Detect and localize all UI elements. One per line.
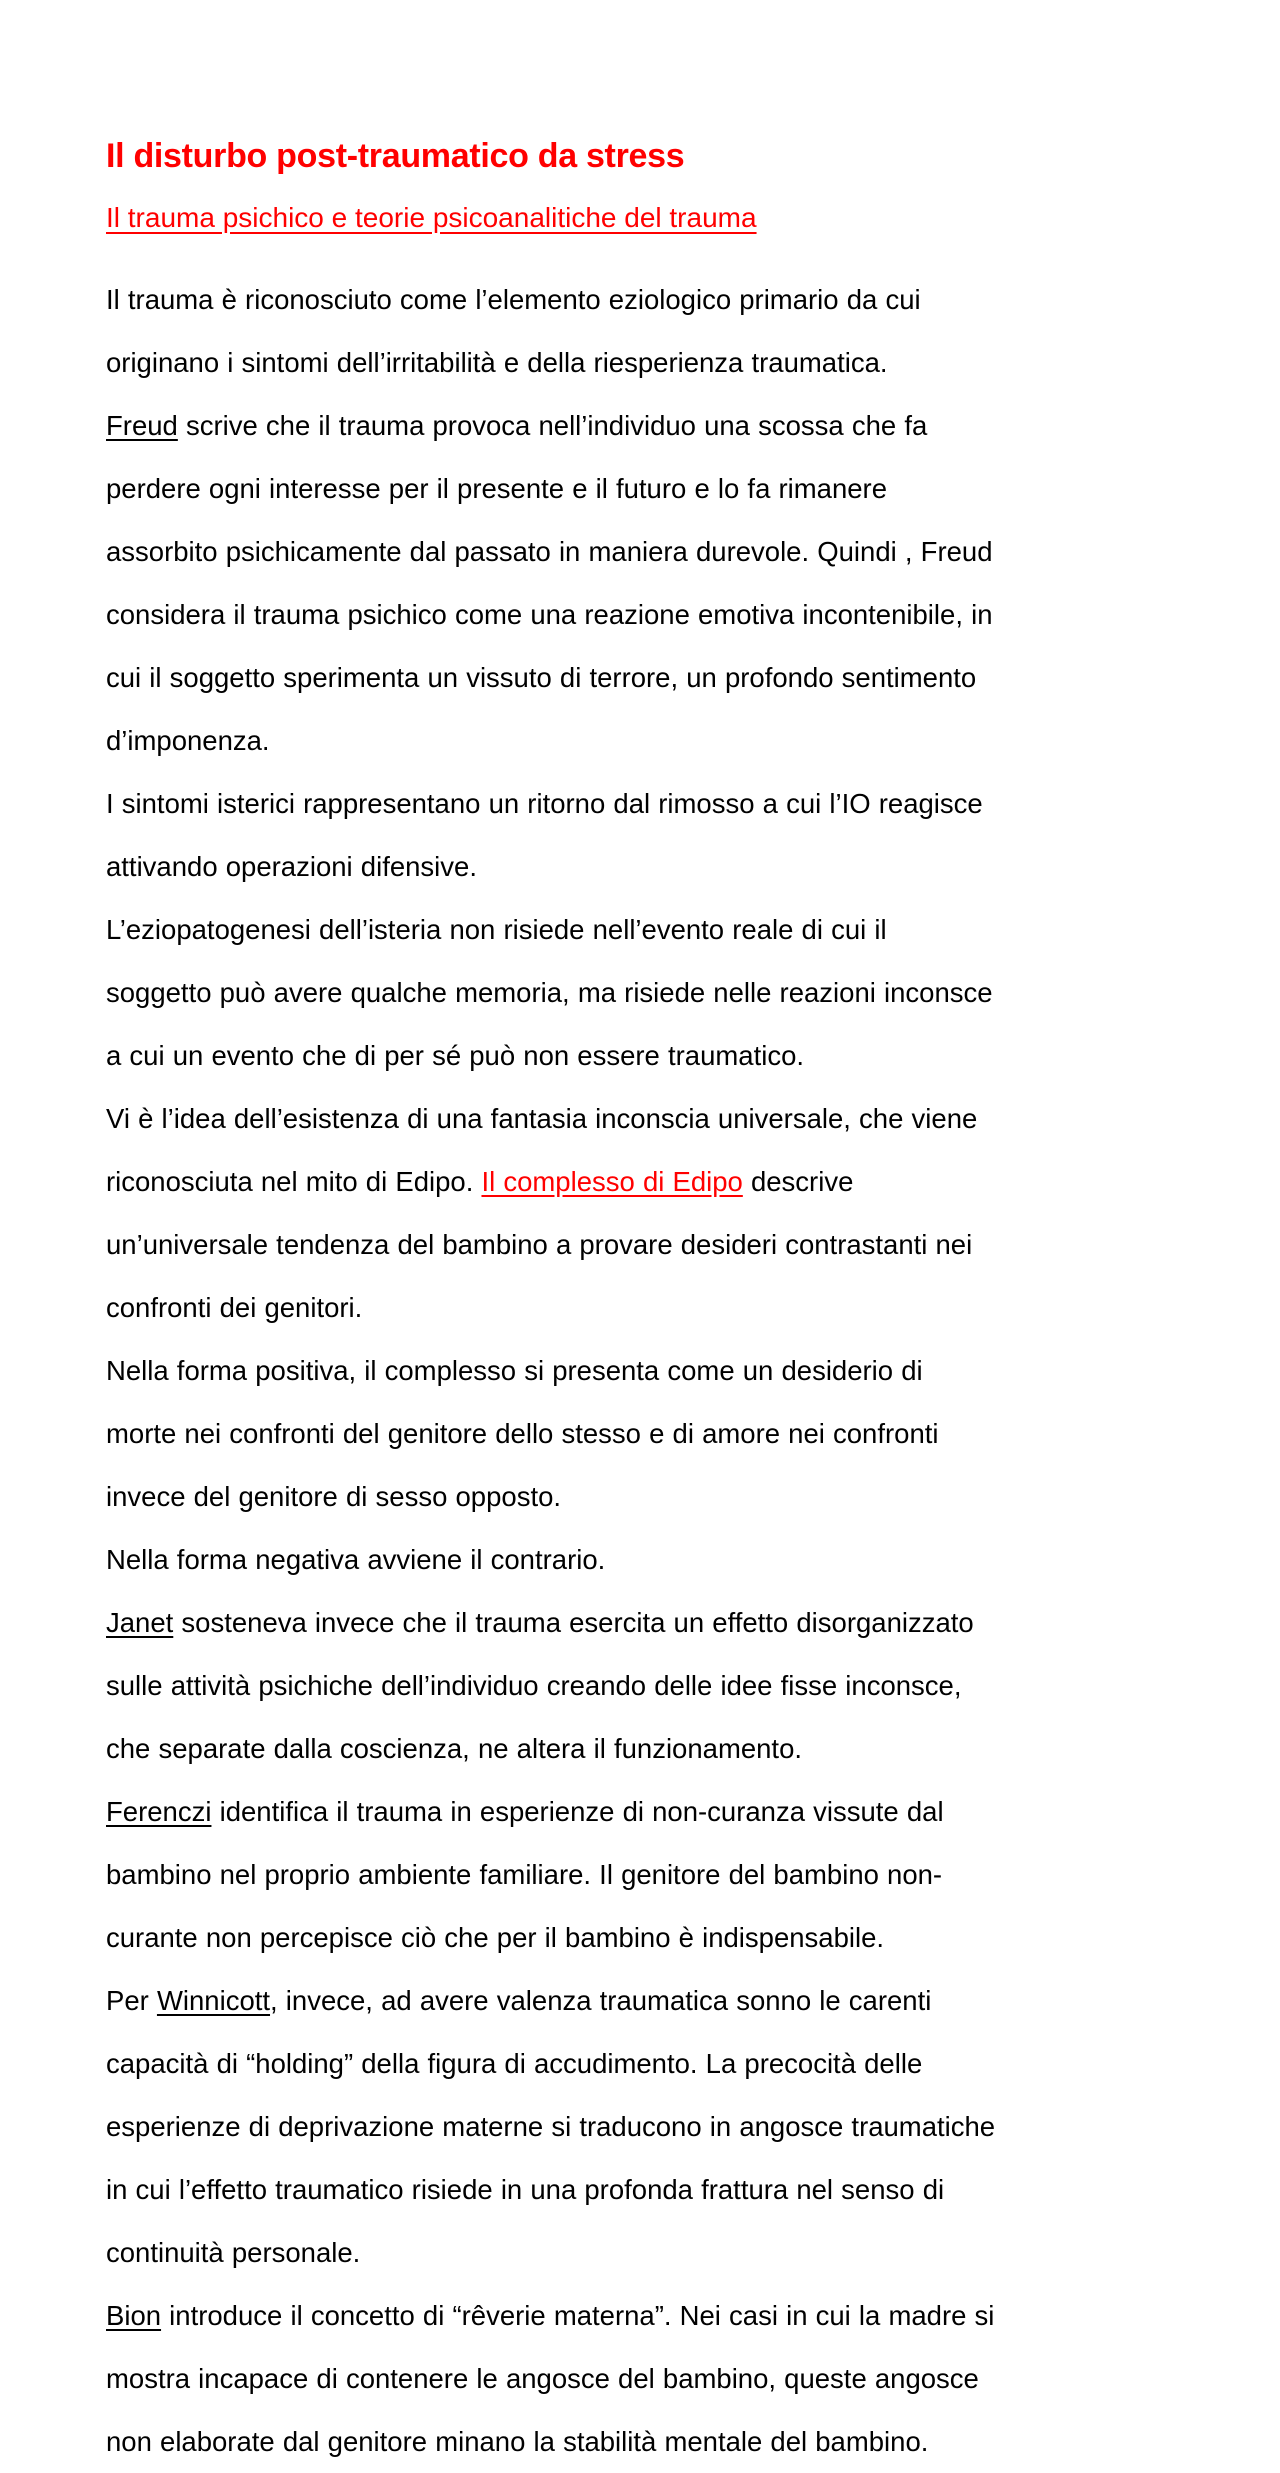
underlined-term: Bion xyxy=(106,2300,162,2332)
paragraph xyxy=(106,1087,998,1339)
paragraph xyxy=(106,394,998,772)
text-segment: Nella forma positiva, il complesso si presenta come un desiderio di morte nei confronti del genitore dello stesso e di amore nei confronti invece del genitore di sesso opposto. xyxy=(106,1355,939,1513)
text-segment: L’eziopatogenesi dell’isteria non risiede nell’evento reale di cui il soggetto può avere qualche memoria, ma risiede nelle reazioni inconsce a cui un evento che di per sé può non essere traumatico. xyxy=(106,914,993,1072)
paragraph xyxy=(106,1780,998,1969)
text-segment: sosteneva invece che il trauma esercita un effetto disorganizzato sulle attività psichiche dell’individuo creando delle idee fisse inconsce, che separate dalla coscienza, ne altera il funzionamento. xyxy=(106,1607,974,1765)
document-body xyxy=(106,268,998,2473)
text-segment: I sintomi isterici rappresentano un ritorno dal rimosso a cui l’IO reagisce attivando operazioni difensive. xyxy=(106,788,983,883)
underlined-term: Winnicott xyxy=(156,1985,271,2017)
paragraph xyxy=(106,1969,998,2284)
underlined-term: Ferenczi xyxy=(106,1796,212,1828)
text-segment: introduce il concetto di “rêverie materna”. Nei casi in cui la madre si mostra incapace di contenere le angosce del bambino, queste angosce non elaborate dal genitore minano la stabilità mentale del bambino. xyxy=(106,2300,995,2458)
text-segment: Il trauma è riconosciuto come l’elemento eziologico primario da cui originano i sintomi dell’irritabilità e della riesperienza traumatica. xyxy=(106,284,921,379)
paragraph xyxy=(106,2284,998,2473)
text-segment: Vi è l’idea dell’esistenza di una fantasia inconscia universale, che viene riconosciuta nel mito di Edipo. xyxy=(106,1103,978,1198)
paragraph xyxy=(106,898,998,1087)
text-segment: , invece, ad avere valenza traumatica sonno le carenti capacità di “holding” della figura di accudimento. La precocità delle esperienze di deprivazione materne si traducono in angosce traumatiche in cui l’effetto traumatico risiede in una profonda frattura nel senso di continuità personale. xyxy=(106,1985,996,2269)
paragraph xyxy=(106,1591,998,1780)
paragraph xyxy=(106,1339,998,1528)
section-heading: Il trauma psichico e teorie psicoanalitiche del trauma xyxy=(106,201,757,233)
page-title: Il disturbo post-traumatico da stress xyxy=(106,137,685,175)
underlined-term: Janet xyxy=(106,1607,174,1639)
text-segment: descrive un’universale tendenza del bambino a provare desideri contrastanti nei confronti dei genitori. xyxy=(106,1166,973,1324)
highlighted-term: Il complesso di Edipo xyxy=(481,1166,743,1198)
underlined-term: Freud xyxy=(106,410,178,442)
text-segment: scrive che il trauma provoca nell’individuo una scossa che fa perdere ogni interesse per il presente e il futuro e lo fa rimanere assorbito psichicamente dal passato in maniera durevole. Quindi , Freud considera il trauma psichico come una reazione emotiva incontenibile, in cui il soggetto sperimenta un vissuto di terrore, un profondo sentimento d’imponenza. xyxy=(106,410,993,757)
paragraph xyxy=(106,268,998,394)
text-segment: identifica il trauma in esperienze di non-curanza vissute dal bambino nel proprio ambiente familiare. Il genitore del bambino non-curante non percepisce ciò che per il bambino è indispensabile. xyxy=(106,1796,944,1954)
paragraph xyxy=(106,1528,998,1591)
paragraph xyxy=(106,772,998,898)
text-segment: Per xyxy=(106,1985,157,2017)
text-segment: Nella forma negativa avviene il contrario. xyxy=(106,1544,606,1576)
